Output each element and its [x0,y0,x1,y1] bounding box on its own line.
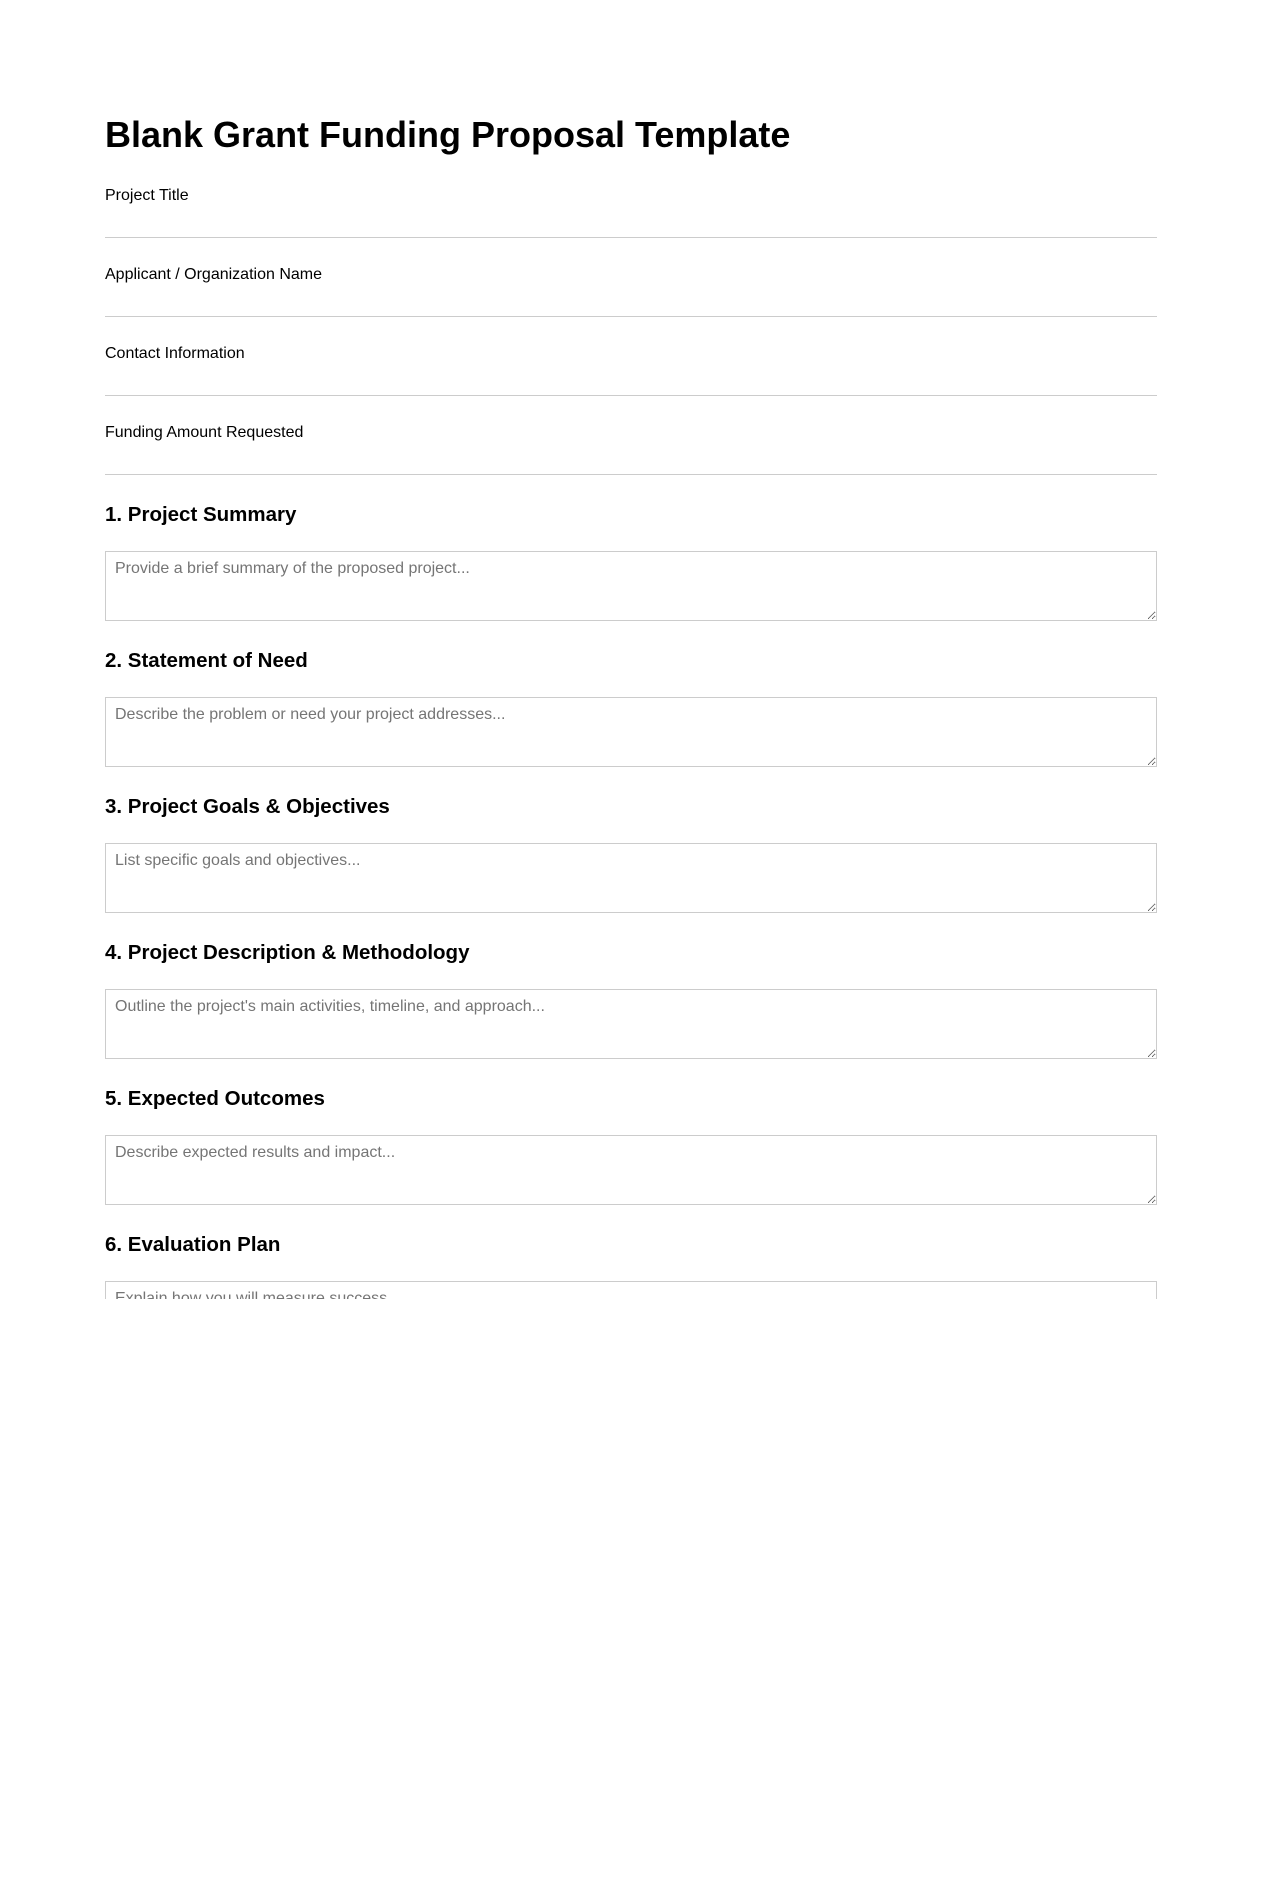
goals-objectives-textarea[interactable] [105,843,1157,913]
project-title-field[interactable] [105,186,1157,238]
project-title-label: Project Title [105,187,189,204]
funding-amount-label: Funding Amount Requested [105,424,304,441]
project-summary-textarea[interactable] [105,551,1157,621]
contact-information-label: Contact Information [105,345,245,362]
page-title: Blank Grant Funding Proposal Template [105,114,791,155]
section-heading-statement-of-need: 2. Statement of Need [105,649,308,672]
section-heading-expected-outcomes: 5. Expected Outcomes [105,1087,325,1110]
organization-name-field[interactable] [105,265,1157,317]
statement-of-need-textarea[interactable] [105,697,1157,767]
section-heading-goals-objectives: 3. Project Goals & Objectives [105,795,390,818]
contact-information-field[interactable] [105,344,1157,396]
organization-name-label: Applicant / Organization Name [105,266,322,283]
funding-amount-field[interactable] [105,423,1157,475]
description-methodology-textarea[interactable] [105,989,1157,1059]
expected-outcomes-textarea[interactable] [105,1135,1157,1205]
section-heading-project-summary: 1. Project Summary [105,503,297,526]
evaluation-plan-textarea[interactable] [105,1281,1157,1299]
section-heading-description-methodology: 4. Project Description & Methodology [105,941,470,964]
section-heading-evaluation-plan: 6. Evaluation Plan [105,1233,281,1256]
